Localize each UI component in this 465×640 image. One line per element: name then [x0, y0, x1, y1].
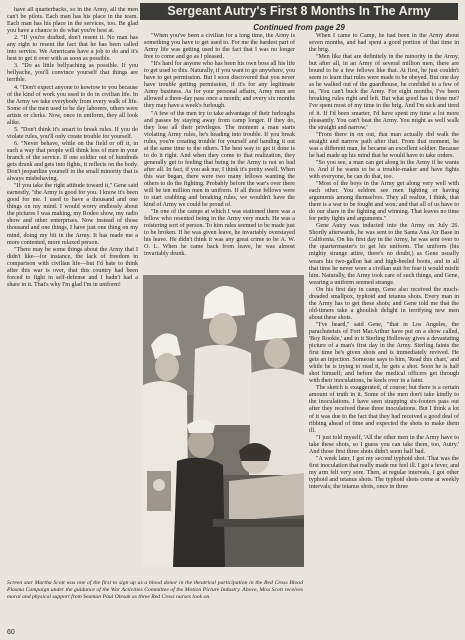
paragraph: 5. "Don't think it's smart to break rules. If you do violate rules, you'll only create trouble for yourself. [7, 126, 138, 140]
paragraph: "A week later, I got my second typhoid shot. That was the first inoculation that really made me feel ill. I got a fever, and my arm felt very sore. Then, at regular intervals, I got other typhoid and tetanus shots. The typhoid shots come at weekly intervals; the tetanus shots, once in three [309, 455, 459, 490]
paragraph: When I came to Camp, he had been in the Army about seven months, and had spent a good portion of that time in the brig. [309, 33, 459, 54]
paragraph: "If you take the right attitude toward it," Gene said earnestly, "the Army is good for you. I know it's been good for me. I used to have a thousand and one things on my mind. I would worry endlessly about the pictures I was making, my Rodeo show, my radio show and other enterprises. Now instead of those thousand and one things, I have just one thing on my mind, doing my bit in the Army. It has made me a more contented, more relaxed person. [7, 183, 138, 246]
paragraph: "Men like that are definitely in the minority in the Army, but after all, in an Army of several million men, there are bound to be a few fellows like that. At first, he just couldn't seem to learn that rules were made to be obeyed. But one day as he walked out of the guardhouse, he confided to a few of us, 'You can't buck the Army. For eight months, I've been breaking rules right and left. But what good has it done me? I've spent most of my time in the brig. And I'm sick and tired of it. If I'd been smarter, I'd have spent my time a lot more pleasantly. You can't beat the Army. You might as well walk the straight and narrow.' [309, 54, 459, 131]
paragraph: "I just told myself, 'All the other men in the Army have to take these shots, so I guess you can take them, too, Autry.' And those first three shots didn't seem half bad. [309, 434, 459, 455]
continued-note: Continued from page 29 [253, 23, 345, 32]
photo-caption: Screen star Martha Scott was one of the first to sign up as a blood donor in the theatrical participation in the Red Cross Blood Plasma Campaign under the guidance of the War Activities Committee of the Motion Picture Industry. Above, Miss Scott receives moral and physical support from Seaman Paul Olesak as three Red Cross nurses look on. [7, 580, 303, 600]
paragraph: "It's hard for anyone who has been his own boss all his life to get used to this. Naturally, if you want to go anywhere, you have to get permission. But I soon discovered that you never have trouble getting permission, if it's for any legitimate Army business. As for your personal affairs, Army men are allowed a three-day pass once a month; and every six months they may have a week's furlough. [144, 61, 295, 110]
blood-donor-photo [143, 275, 304, 567]
paragraph: "So you see, a man can get along in the Army if he wants to. And if he wants to be a trouble-maker and have fights with everyone, he can do that, too. [309, 159, 459, 180]
photo-illustration [143, 275, 304, 567]
paragraph: "In one of the camps at which I was stationed there was a fellow who resented being in the Army very much. He was a roistering sort of person. To him rules seemed to be made just to be broken. If he was given leave, he invariably overstayed his leave. He didn't think it was any great crime to be A. W. O. L. When he came back from leave, he was almost invariably drunk. [144, 209, 295, 258]
paragraph: 4. "Don't expect anyone to kowtow to you because of the kind of work you used to do in civilian life. In the Army we take everybody from every walk of life. Some of the men used to be day laborers, others were artists or clerks. Now, once in uniform, they all look alike. [7, 84, 138, 126]
paragraph: have all quarterbacks, so in the Army, all the men can't be pilots. Each man has his place in the team. Each man has his place in the services, too. Be glad you have a chance to do what you're best at. [7, 7, 138, 35]
paragraph: The sketch is exaggerated, of course; but there is a certain amount of truth in it. Some of the men don't take kindly to the inoculations. I have seen strapping six-footers pass out after they received these three inoculations. But I think a lot of it was due to the fact that they had received a good deal of ribbing ahead of time and expected the shots to make them ill. [309, 385, 459, 434]
paragraph: Gene Autry was inducted into the Army on July 26. Shortly afterwards, he was sent to the Santa Ana Air Base in California. On his first day in the Army, he was sent over to the quartermaster's to get his uniform. The uniform (his mighty strange attire, there's no doubt,) as Gene usually wears his two-gallon hat and high-heeled boots, and in all that time he never wore a civilian suit for fear it would misfit him. Naturally, the Army took care of such things, and Gene, wearing a uniform seemed strange. [309, 223, 459, 286]
text-column-3 [309, 33, 459, 623]
paragraph: "A few of the men try to take advantage of their furloughs and passes by staying away from camp longer. If they do, they lose all their privileges. The moment a man starts violating Army rules, he's heading into trouble. If you break rules, you're creating trouble for yourself and handing it out at the same time to the others. The best way to get it done is to do it right. And when they come to that realization, they generally get to feeling that being in the Army is not so bad after all. In fact, if you ask me, I think it's pretty swell. When this war began, there were two many fellows wanting the others to do the fighting. Probably before the war's over there will be ten million men in uniform. If all those fellows were to start crabbing and breaking rules, we wouldn't have the kind of Army we could be proud of. [144, 110, 295, 209]
paragraph: "There may be some things about the Army that I didn't like—for instance, the lack of freedom in comparison with civilian life—but I'd hate to think after this war is over, that this country had been forced to fight in self-defense and I hadn't had a share in it. That's why I'm glad I'm in uniform! [7, 246, 138, 288]
paragraph: "Most of the boys in the Army get along very well with each other. You seldom see men fighting or having arguments among themselves. They all realize, I think, that there is a war to be fought and won; and that all of us have to do our share in the fighting and winning. That leaves no time for petty fights and arguments." [309, 180, 459, 223]
article-title: Sergeant Autry's First 8 Months In The Army [140, 3, 458, 20]
page-number: 60 [7, 629, 15, 636]
paragraph: 2. "If you're drafted, don't resent it. No man has any right to resent the fact that he has been called into service. We Americans have a job to do and it's best to get it over with as soon as possible. [7, 35, 138, 63]
paragraph: 6. "Never behave, while on the field or off it, in such a way that people will think less of men in your branch of the service. If one soldier out of hundreds gets drunk and gets into fights, it reflects on the body. Don't jeopardize yourself in the small minority that is always misbehaving. [7, 140, 138, 183]
paragraph: "From there in on out, that man actually did walk the straight and narrow path after that. From that moment, he was a different man, he became an excellent soldier. Because he had made up his mind that he would have to take orders. [309, 131, 459, 159]
paragraph: On his first day in camp, Gene also received the much-dreaded smallpox, typhoid and tetanus shots. Every man in the Army has to get these shots; and Gene told me that the old-timers take a ghoulish delight in terrifying new men about these shots. [309, 286, 459, 321]
text-column-1 [7, 7, 138, 577]
paragraph: 3. "Do as little bellyaching as possible. If you bellyache, you'll convince yourself that things are terrible. [7, 63, 138, 84]
text-column-2 [144, 33, 295, 271]
paragraph: "I've heard," said Gene, "that in Los Angeles, the parachuteists of Fort MacArthur have put on a show called, 'Boy Rookie,' and in it Sterling Holloway gives a devastating picture of a man's first day in the Army. Sterling faints the first time he's given shots and is immediately revived. He gets an injection. Someone says to him, 'Read this chart,' and while he is trying to read it, he gets a shot. Soon he is half shot himself; and before the medical officers get through with their inoculations, he keels over in a faint. [309, 321, 459, 385]
paragraph: "When you've been a civilian for a long time, the Army is something you have to get used to. For me the hardest part of Army life was getting used to the fact that I was no longer free to come and go as I pleased. [144, 33, 295, 61]
